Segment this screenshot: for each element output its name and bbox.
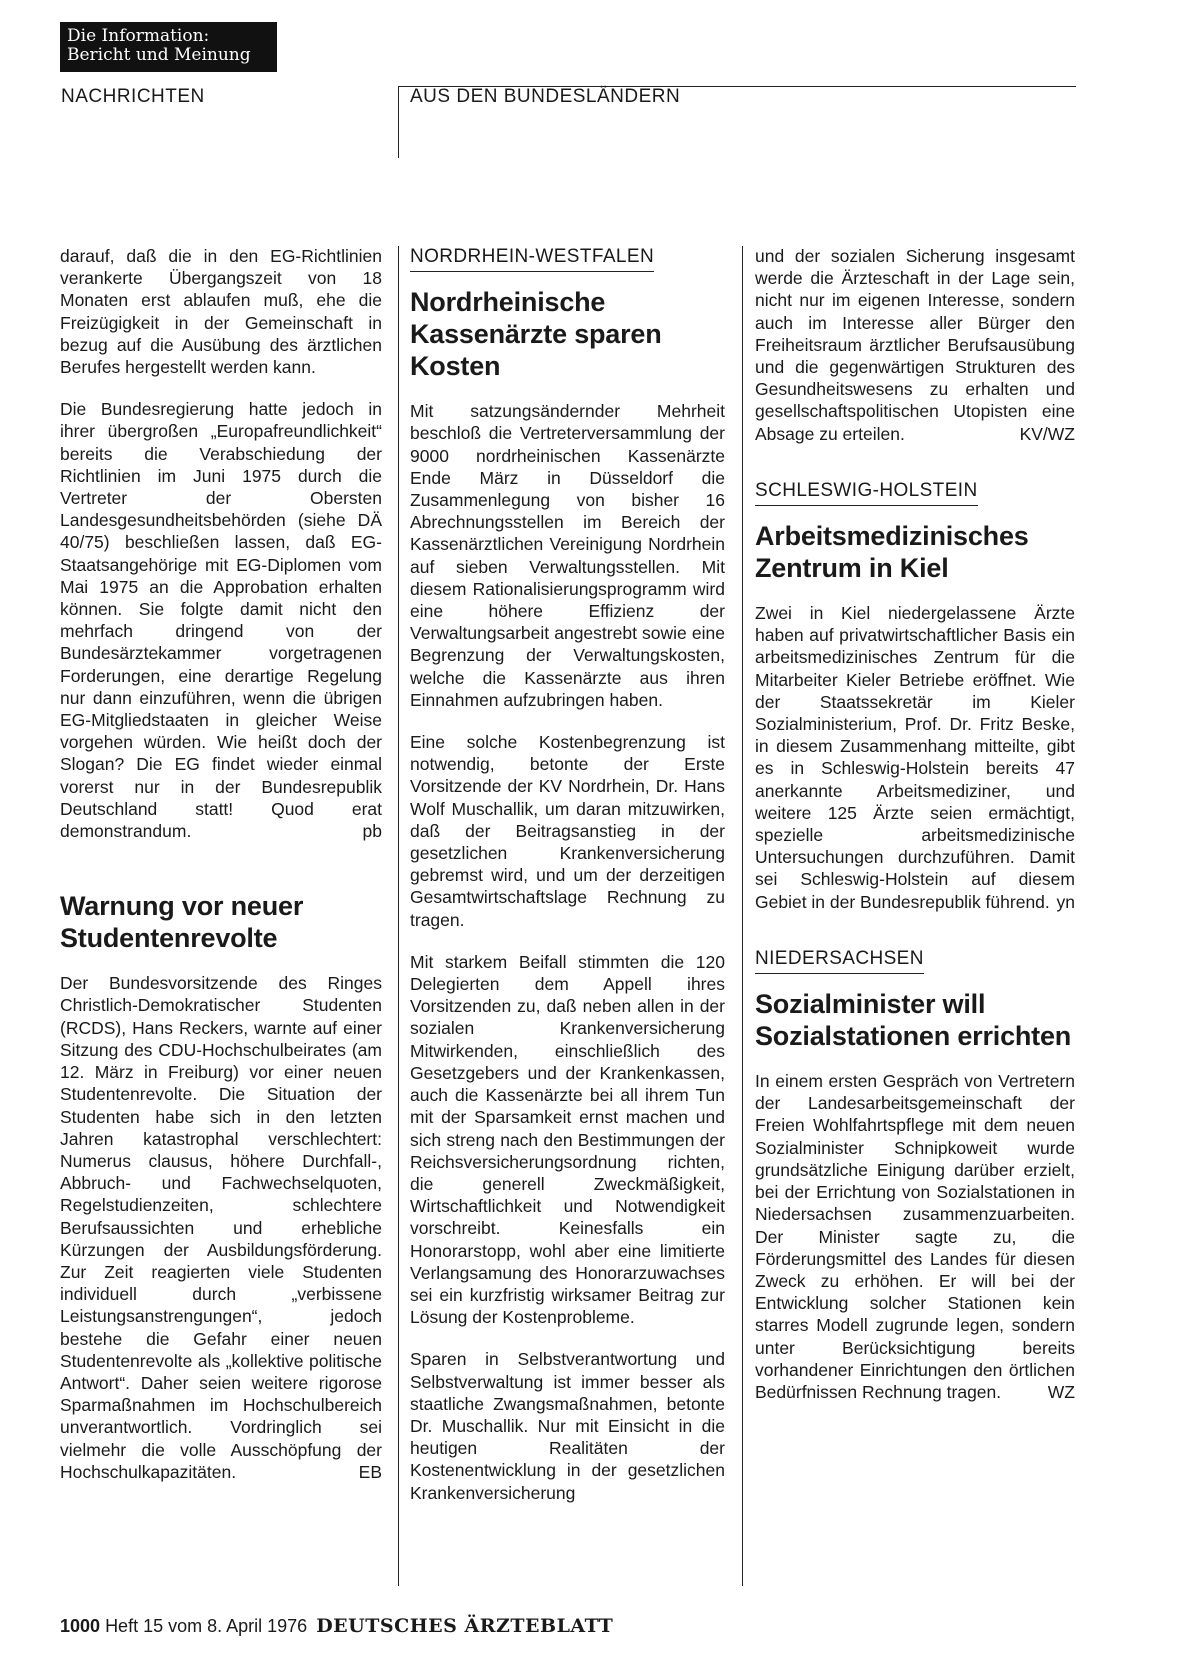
article-paragraph: Der Bundesvorsitzende des Ringes Christlich-Demokratischer Studenten (RCDS), Hans Reckers, warnte auf einer Sitzung des CDU-Hochschulbeirates (am 12. März in Freiburg) vor einer neuen Studentenrevolte. Die Situation der Studenten habe sich in den letzten Jahren katastrophal verschlechtert: Numerus clausus, höhere Durchfall-, Abbruch- und Fachwechselquoten, Regelstudienzeiten, schlechtere Berufsaussichten und erhebliche Kürzungen der Ausbildungsförderung. Zur Zeit reagierten viele Studenten individuell durch „verbissene Leistungsanstrengungen“, jedoch bestehe die Gefahr einer neuen Studentenrevolte als „kollektive politische Antwort“. Daher seien weitere rigorose Sparmaßnahmen im Hochschulbereich unverantwortlich. Vordringlich sei vielmehr die volle Ausschöpfung der Hochschulkapazitäten. EB — [60, 973, 382, 1482]
article-headline: Warnung vor neuer Studentenrevolte — [60, 891, 304, 954]
magazine-name: DEUTSCHES ÄRZTEBLATT — [316, 1615, 614, 1637]
article-paragraph: Mit satzungsändernder Mehrheit beschloß die Vertreterversammlung der 9000 nordrheinischen Kassenärzte Ende März in Düsseldorf die Zusammenlegung von bisher 16 Abrechnungsstellen im Bereich der Kassenärztlichen Vereinigung Nordrhein auf sieben Verwaltungsstellen. Mit diesem Rationalisierungsprogramm wird eine höhere Effizienz der Verwaltungsarbeit angestrebt sowie eine Begrenzung der Verwaltungskosten, welche die Kassenärzte aus ihren Einnahmen aufzubringen haben. — [410, 401, 725, 710]
article-paragraph: In einem ersten Gespräch von Vertretern der Landesarbeitsgemeinschaft der Freien Wohlfahrtspflege mit dem neuen Sozialminister Schnipkoweit wurde grundsätzliche Einigung darüber erzielt, bei der Errichtung von Sozialstationen in Niedersachsen zusammenzuarbeiten. Der Minister sagte zu, die Förderungsmittel des Landes für diesen Zweck zu erhöhen. Er will bei der Entwicklung solcher Stationen kein starres Modell zugrunde legen, sondern unter Berücksichtigung bereits vorhandener Einrichtungen den örtlichen Bedürfnissen Rechnung tragen. WZ — [755, 1071, 1075, 1402]
page-footer — [60, 1615, 613, 1637]
article-paragraph: Mit starkem Beifall stimmten die 120 Delegierten dem Appell ihres Vorsitzenden zu, daß neben allen in der sozialen Krankenversicherung Mitwirkenden, einschließlich des Gesetzgebers und der Krankenkassen, auch die Kassenärzte bei all ihrem Tun mit der Sparsamkeit ernst machen und sich streng nach den Bestimmungen der Reichsversicherungsordnung richten, die generell Zweckmäßigkeit, Wirtschaftlichkeit und Notwendigkeit vorschreibt. Keinesfalls ein Honorarstopp, wohl aber eine limitierte Verlangsamung des Honorarzuwachses sei ein kurzfristig wirksamer Beitrag zur Lösung der Kostenprobleme. — [410, 951, 725, 1328]
article-headline: Sozialminister will Sozialstationen errichten — [755, 989, 1072, 1052]
column-3 — [755, 245, 1075, 1403]
column-divider-2 — [742, 246, 743, 1586]
rubric-line-2: Bericht und Meinung — [67, 45, 251, 65]
article-paragraph: Die Bundesregierung hatte jedoch in ihrer übergroßen „Europafreundlichkeit“ bereits die Verabschiedung der Richtlinien im Juni 1975 durch die Vertreter der Obersten Landesgesundheitsbehörden (siehe DÄ 40/75) beschließen lassen, daß EG-Staatsangehörige mit EG-Diplomen vom Mai 1975 an die Approbation erhalten können. Sie folgte damit nicht den mehrfach dringend von der Bundesärztekammer vorgetragenen Forderungen, eine derartige Regelung nur dann einzuführen, wenn die übrigen EG-Mitgliedstaaten in gleicher Weise vorgehen würden. Wie heißt doch der Slogan? Die EG findet wieder einmal vorerst nur in der Bundesrepublik Deutschland statt! Quod erat demonstrandum. pb — [60, 399, 382, 842]
column-1 — [60, 245, 382, 1483]
page-number: 1000 — [60, 1616, 101, 1636]
rubric-line-1: Die Information: — [67, 26, 210, 46]
column-2 — [410, 245, 725, 1504]
author-signature: WZ — [1047, 1381, 1075, 1402]
author-signature: EB — [358, 1461, 382, 1482]
column-divider-1 — [398, 246, 399, 1586]
region-kicker: NIEDERSACHSEN — [755, 948, 924, 974]
article-paragraph: Sparen in Selbstverantwortung und Selbstverwaltung ist immer besser als staatliche Zwangsmaßnahmen, betonte Dr. Muschallik. Nur mit Einsicht in die heutigen Realitäten der Kostenentwicklung in der gesetzlichen Krankenversicherung — [410, 1349, 725, 1503]
article-headline: Arbeitsmedizinisches Zentrum in Kiel — [755, 521, 1029, 584]
author-signature: pb — [362, 821, 382, 842]
author-signature: KV/WZ — [1019, 423, 1075, 444]
article-paragraph: Zwei in Kiel niedergelassene Ärzte haben auf privatwirtschaftlicher Basis ein arbeitsmedizinisches Zentrum für die Mitarbeiter Kieler Betriebe eröffnet. Wie der Staatssekretär im Kieler Sozialministerium, Prof. Dr. Fritz Beske, in diesem Zusammenhang mitteilte, gibt es in Schleswig-Holstein bereits 47 anerkannte Arbeitsmediziner, und weitere 125 Ärzte seien ermächtigt, spezielle arbeitsmedizinische Untersuchungen durchzuführen. Damit sei Schleswig-Holstein auf diesem Gebiet in der Bundesrepublik führend. yn — [755, 603, 1075, 912]
region-kicker: SCHLESWIG-HOLSTEIN — [755, 480, 978, 506]
header-divider — [398, 86, 399, 158]
author-signature: yn — [1056, 891, 1075, 912]
article-paragraph: und der sozialen Sicherung insgesamt werde die Ärzteschaft in der Lage sein, nicht nur im eigenen Interesse, sondern auch im Interesse aller Bürger den Freiheitsraum ärztlicher Berufsausübung und die gegenwärtigen Strukturen des Gesundheitswesens zu erhalten und gesellschaftspolitischen Utopisten eine Absage zu erteilen. KV/WZ — [755, 246, 1075, 444]
article-headline: Nordrheinische Kassenärzte sparen Kosten — [410, 287, 662, 382]
article-paragraph: darauf, daß die in den EG-Richtlinien verankerte Übergangszeit von 18 Monaten erst ablaufen muß, ehe die Freizügigkeit in der Gemeinschaft in bezug auf die Ausübung des ärztlichen Berufes hergestellt werden kann. — [60, 246, 382, 378]
issue-info: Heft 15 vom 8. April 1976 — [105, 1616, 308, 1636]
section-heading-bundeslaender: AUS DEN BUNDESLÄNDERN — [410, 86, 681, 107]
article-paragraph: Eine solche Kostenbegrenzung ist notwendig, betonte der Erste Vorsitzende der KV Nordrhein, Dr. Hans Wolf Muschallik, um daran mitzuwirken, daß der Beitragsanstieg in der gesetzlichen Krankenversicherung gebremst wird, und um der derzeitigen Gesamtwirtschaftslage Rechnung zu tragen. — [410, 732, 725, 930]
rubric-badge — [60, 22, 277, 72]
section-heading-nachrichten: NACHRICHTEN — [61, 86, 205, 107]
region-kicker: NORDRHEIN-WESTFALEN — [410, 246, 654, 272]
